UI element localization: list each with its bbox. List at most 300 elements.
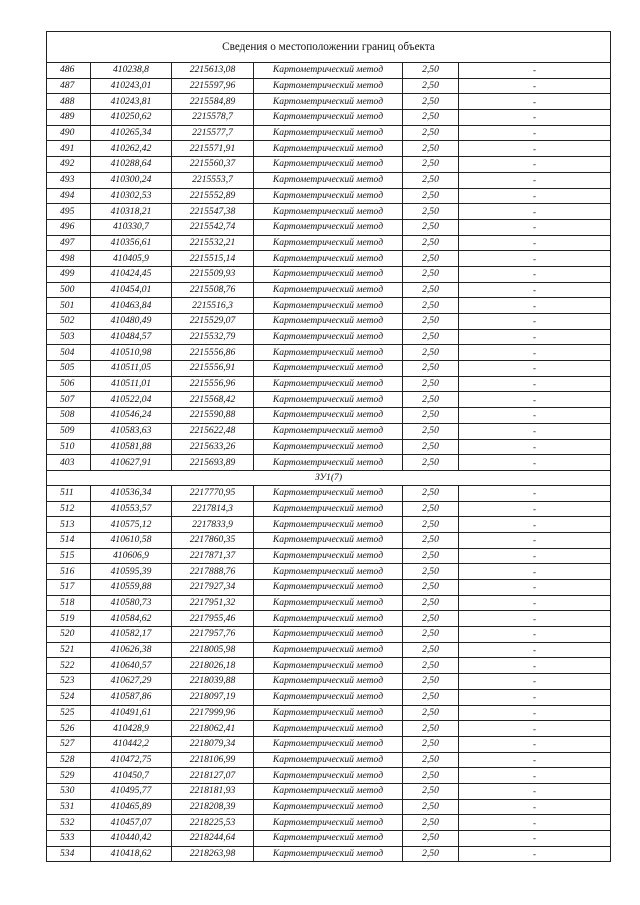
method-cell: Картометрический метод [254, 439, 403, 455]
y-coordinate-cell: 2215578,7 [172, 110, 254, 126]
y-coordinate-cell: 2215542,74 [172, 219, 254, 235]
accuracy-cell: 2,50 [403, 455, 459, 471]
table-row [47, 251, 611, 267]
description-cell: - [459, 768, 611, 784]
x-coordinate-cell: 410511,01 [91, 376, 172, 392]
accuracy-cell: 2,50 [403, 157, 459, 173]
accuracy-cell: 2,50 [403, 548, 459, 564]
x-coordinate-cell: 410581,88 [91, 439, 172, 455]
x-coordinate-cell: 410424,45 [91, 266, 172, 282]
table-row [47, 658, 611, 674]
point-number-cell: 524 [47, 689, 91, 705]
y-coordinate-cell: 2218097,19 [172, 689, 254, 705]
point-number-cell: 521 [47, 642, 91, 658]
y-coordinate-cell: 2215547,38 [172, 204, 254, 220]
description-cell: - [459, 298, 611, 314]
table-row [47, 361, 611, 377]
accuracy-cell: 2,50 [403, 611, 459, 627]
description-cell: - [459, 94, 611, 110]
point-number-cell: 533 [47, 831, 91, 847]
x-coordinate-cell: 410606,9 [91, 548, 172, 564]
y-coordinate-cell: 2215633,26 [172, 439, 254, 455]
accuracy-cell: 2,50 [403, 219, 459, 235]
point-number-cell: 527 [47, 736, 91, 752]
table-row [47, 783, 611, 799]
accuracy-cell: 2,50 [403, 392, 459, 408]
table-row [47, 485, 611, 501]
table-row [47, 266, 611, 282]
x-coordinate-cell: 410356,61 [91, 235, 172, 251]
accuracy-cell: 2,50 [403, 78, 459, 94]
accuracy-cell: 2,50 [403, 408, 459, 424]
y-coordinate-cell: 2215529,07 [172, 314, 254, 330]
accuracy-cell: 2,50 [403, 63, 459, 79]
point-number-cell: 504 [47, 345, 91, 361]
x-coordinate-cell: 410584,62 [91, 611, 172, 627]
accuracy-cell: 2,50 [403, 658, 459, 674]
accuracy-cell: 2,50 [403, 642, 459, 658]
method-cell: Картометрический метод [254, 141, 403, 157]
section-row [47, 470, 611, 485]
point-number-cell: 523 [47, 674, 91, 690]
description-cell: - [459, 736, 611, 752]
y-coordinate-cell: 2218127,07 [172, 768, 254, 784]
point-number-cell: 511 [47, 485, 91, 501]
table-row [47, 501, 611, 517]
description-cell: - [459, 376, 611, 392]
description-cell: - [459, 78, 611, 94]
description-cell: - [459, 674, 611, 690]
y-coordinate-cell: 2218208,39 [172, 799, 254, 815]
point-number-cell: 491 [47, 141, 91, 157]
accuracy-cell: 2,50 [403, 674, 459, 690]
point-number-cell: 500 [47, 282, 91, 298]
description-cell: - [459, 532, 611, 548]
method-cell: Картометрический метод [254, 94, 403, 110]
table-row [47, 63, 611, 79]
table-row [47, 642, 611, 658]
x-coordinate-cell: 410243,81 [91, 94, 172, 110]
x-coordinate-cell: 410627,29 [91, 674, 172, 690]
x-coordinate-cell: 410610,58 [91, 532, 172, 548]
method-cell: Картометрический метод [254, 282, 403, 298]
method-cell: Картометрический метод [254, 329, 403, 345]
method-cell: Картометрический метод [254, 204, 403, 220]
table-row [47, 532, 611, 548]
point-number-cell: 493 [47, 172, 91, 188]
y-coordinate-cell: 2215532,21 [172, 235, 254, 251]
method-cell: Картометрический метод [254, 580, 403, 596]
point-number-cell: 518 [47, 595, 91, 611]
accuracy-cell: 2,50 [403, 689, 459, 705]
table-row [47, 674, 611, 690]
table-row [47, 689, 611, 705]
method-cell: Картометрический метод [254, 831, 403, 847]
table-row [47, 329, 611, 345]
description-cell: - [459, 266, 611, 282]
y-coordinate-cell: 2215509,93 [172, 266, 254, 282]
description-cell: - [459, 580, 611, 596]
accuracy-cell: 2,50 [403, 721, 459, 737]
description-cell: - [459, 251, 611, 267]
method-cell: Картометрический метод [254, 376, 403, 392]
table-row [47, 564, 611, 580]
description-cell: - [459, 658, 611, 674]
method-cell: Картометрический метод [254, 799, 403, 815]
point-number-cell: 530 [47, 783, 91, 799]
method-cell: Картометрический метод [254, 251, 403, 267]
y-coordinate-cell: 2215515,14 [172, 251, 254, 267]
accuracy-cell: 2,50 [403, 235, 459, 251]
table-row [47, 595, 611, 611]
x-coordinate-cell: 410484,57 [91, 329, 172, 345]
y-coordinate-cell: 2215584,89 [172, 94, 254, 110]
method-cell: Картометрический метод [254, 564, 403, 580]
accuracy-cell: 2,50 [403, 423, 459, 439]
y-coordinate-cell: 2215553,7 [172, 172, 254, 188]
point-number-cell: 522 [47, 658, 91, 674]
x-coordinate-cell: 410536,34 [91, 485, 172, 501]
y-coordinate-cell: 2218225,53 [172, 815, 254, 831]
accuracy-cell: 2,50 [403, 345, 459, 361]
table-row [47, 125, 611, 141]
x-coordinate-cell: 410583,63 [91, 423, 172, 439]
y-coordinate-cell: 2215532,79 [172, 329, 254, 345]
table-row [47, 752, 611, 768]
accuracy-cell: 2,50 [403, 736, 459, 752]
description-cell: - [459, 361, 611, 377]
point-number-cell: 531 [47, 799, 91, 815]
method-cell: Картометрический метод [254, 689, 403, 705]
x-coordinate-cell: 410318,21 [91, 204, 172, 220]
accuracy-cell: 2,50 [403, 125, 459, 141]
table-row [47, 831, 611, 847]
accuracy-cell: 2,50 [403, 831, 459, 847]
method-cell: Картометрический метод [254, 642, 403, 658]
description-cell: - [459, 611, 611, 627]
method-cell: Картометрический метод [254, 125, 403, 141]
point-number-cell: 529 [47, 768, 91, 784]
point-number-cell: 517 [47, 580, 91, 596]
y-coordinate-cell: 2217927,34 [172, 580, 254, 596]
y-coordinate-cell: 2218079,34 [172, 736, 254, 752]
y-coordinate-cell: 2218263,98 [172, 846, 254, 862]
x-coordinate-cell: 410491,61 [91, 705, 172, 721]
y-coordinate-cell: 2215560,37 [172, 157, 254, 173]
point-number-cell: 486 [47, 63, 91, 79]
description-cell: - [459, 517, 611, 533]
point-number-cell: 487 [47, 78, 91, 94]
x-coordinate-cell: 410428,9 [91, 721, 172, 737]
accuracy-cell: 2,50 [403, 485, 459, 501]
description-cell: - [459, 548, 611, 564]
description-cell: - [459, 689, 611, 705]
method-cell: Картометрический метод [254, 768, 403, 784]
point-number-cell: 534 [47, 846, 91, 862]
method-cell: Картометрический метод [254, 157, 403, 173]
x-coordinate-cell: 410587,86 [91, 689, 172, 705]
accuracy-cell: 2,50 [403, 783, 459, 799]
y-coordinate-cell: 2215556,86 [172, 345, 254, 361]
point-number-cell: 501 [47, 298, 91, 314]
description-cell: - [459, 125, 611, 141]
table-row [47, 78, 611, 94]
accuracy-cell: 2,50 [403, 815, 459, 831]
x-coordinate-cell: 410480,49 [91, 314, 172, 330]
accuracy-cell: 2,50 [403, 110, 459, 126]
point-number-cell: 496 [47, 219, 91, 235]
description-cell: - [459, 783, 611, 799]
method-cell: Картометрический метод [254, 408, 403, 424]
x-coordinate-cell: 410300,24 [91, 172, 172, 188]
point-number-cell: 403 [47, 455, 91, 471]
accuracy-cell: 2,50 [403, 376, 459, 392]
method-cell: Картометрический метод [254, 345, 403, 361]
method-cell: Картометрический метод [254, 63, 403, 79]
y-coordinate-cell: 2215508,76 [172, 282, 254, 298]
point-number-cell: 492 [47, 157, 91, 173]
method-cell: Картометрический метод [254, 627, 403, 643]
point-number-cell: 512 [47, 501, 91, 517]
accuracy-cell: 2,50 [403, 627, 459, 643]
description-cell: - [459, 408, 611, 424]
x-coordinate-cell: 410265,34 [91, 125, 172, 141]
table-row [47, 768, 611, 784]
point-number-cell: 488 [47, 94, 91, 110]
description-cell: - [459, 846, 611, 862]
method-cell: Картометрический метод [254, 674, 403, 690]
description-cell: - [459, 815, 611, 831]
y-coordinate-cell: 2218244,64 [172, 831, 254, 847]
description-cell: - [459, 642, 611, 658]
x-coordinate-cell: 410440,42 [91, 831, 172, 847]
x-coordinate-cell: 410330,7 [91, 219, 172, 235]
description-cell: - [459, 705, 611, 721]
point-number-cell: 490 [47, 125, 91, 141]
point-number-cell: 503 [47, 329, 91, 345]
point-number-cell: 505 [47, 361, 91, 377]
x-coordinate-cell: 410511,05 [91, 361, 172, 377]
y-coordinate-cell: 2217770,95 [172, 485, 254, 501]
table-row [47, 345, 611, 361]
y-coordinate-cell: 2218181,93 [172, 783, 254, 799]
boundary-table [46, 31, 611, 862]
x-coordinate-cell: 410418,62 [91, 846, 172, 862]
x-coordinate-cell: 410457,07 [91, 815, 172, 831]
table-row [47, 188, 611, 204]
accuracy-cell: 2,50 [403, 532, 459, 548]
description-cell: - [459, 423, 611, 439]
y-coordinate-cell: 2217814,3 [172, 501, 254, 517]
y-coordinate-cell: 2217951,32 [172, 595, 254, 611]
point-number-cell: 509 [47, 423, 91, 439]
x-coordinate-cell: 410640,57 [91, 658, 172, 674]
boundary-table-sheet [46, 31, 610, 862]
x-coordinate-cell: 410454,01 [91, 282, 172, 298]
x-coordinate-cell: 410582,17 [91, 627, 172, 643]
method-cell: Картометрический метод [254, 736, 403, 752]
method-cell: Картометрический метод [254, 235, 403, 251]
table-row [47, 736, 611, 752]
x-coordinate-cell: 410472,75 [91, 752, 172, 768]
description-cell: - [459, 831, 611, 847]
x-coordinate-cell: 410288,64 [91, 157, 172, 173]
point-number-cell: 510 [47, 439, 91, 455]
x-coordinate-cell: 410510,98 [91, 345, 172, 361]
description-cell: - [459, 501, 611, 517]
method-cell: Картометрический метод [254, 455, 403, 471]
y-coordinate-cell: 2218039,88 [172, 674, 254, 690]
accuracy-cell: 2,50 [403, 329, 459, 345]
table-row [47, 314, 611, 330]
description-cell: - [459, 345, 611, 361]
table-row [47, 455, 611, 471]
y-coordinate-cell: 2215597,96 [172, 78, 254, 94]
description-cell: - [459, 188, 611, 204]
y-coordinate-cell: 2215571,91 [172, 141, 254, 157]
y-coordinate-cell: 2217888,76 [172, 564, 254, 580]
point-number-cell: 515 [47, 548, 91, 564]
description-cell: - [459, 329, 611, 345]
description-cell: - [459, 282, 611, 298]
point-number-cell: 507 [47, 392, 91, 408]
x-coordinate-cell: 410262,42 [91, 141, 172, 157]
x-coordinate-cell: 410250,62 [91, 110, 172, 126]
point-number-cell: 514 [47, 532, 91, 548]
method-cell: Картометрический метод [254, 423, 403, 439]
accuracy-cell: 2,50 [403, 595, 459, 611]
point-number-cell: 519 [47, 611, 91, 627]
description-cell: - [459, 110, 611, 126]
accuracy-cell: 2,50 [403, 141, 459, 157]
table-row [47, 141, 611, 157]
table-row [47, 376, 611, 392]
method-cell: Картометрический метод [254, 485, 403, 501]
accuracy-cell: 2,50 [403, 172, 459, 188]
table-row [47, 548, 611, 564]
table-row [47, 721, 611, 737]
method-cell: Картометрический метод [254, 110, 403, 126]
method-cell: Картометрический метод [254, 815, 403, 831]
y-coordinate-cell: 2215693,89 [172, 455, 254, 471]
y-coordinate-cell: 2215577,7 [172, 125, 254, 141]
table-row [47, 580, 611, 596]
x-coordinate-cell: 410627,91 [91, 455, 172, 471]
point-number-cell: 489 [47, 110, 91, 126]
y-coordinate-cell: 2217957,76 [172, 627, 254, 643]
description-cell: - [459, 455, 611, 471]
x-coordinate-cell: 410442,2 [91, 736, 172, 752]
description-cell: - [459, 172, 611, 188]
x-coordinate-cell: 410546,24 [91, 408, 172, 424]
y-coordinate-cell: 2217871,37 [172, 548, 254, 564]
y-coordinate-cell: 2218026,18 [172, 658, 254, 674]
y-coordinate-cell: 2217955,46 [172, 611, 254, 627]
point-number-cell: 495 [47, 204, 91, 220]
method-cell: Картометрический метод [254, 314, 403, 330]
y-coordinate-cell: 2215556,96 [172, 376, 254, 392]
accuracy-cell: 2,50 [403, 564, 459, 580]
accuracy-cell: 2,50 [403, 501, 459, 517]
y-coordinate-cell: 2218106,99 [172, 752, 254, 768]
point-number-cell: 528 [47, 752, 91, 768]
y-coordinate-cell: 2218005,98 [172, 642, 254, 658]
table-row [47, 282, 611, 298]
method-cell: Картометрический метод [254, 298, 403, 314]
point-number-cell: 498 [47, 251, 91, 267]
x-coordinate-cell: 410595,39 [91, 564, 172, 580]
accuracy-cell: 2,50 [403, 298, 459, 314]
y-coordinate-cell: 2215590,88 [172, 408, 254, 424]
point-number-cell: 506 [47, 376, 91, 392]
table-row [47, 815, 611, 831]
table-row [47, 439, 611, 455]
description-cell: - [459, 752, 611, 768]
description-cell: - [459, 392, 611, 408]
description-cell: - [459, 595, 611, 611]
y-coordinate-cell: 2215552,89 [172, 188, 254, 204]
description-cell: - [459, 219, 611, 235]
table-row [47, 172, 611, 188]
accuracy-cell: 2,50 [403, 799, 459, 815]
method-cell: Картометрический метод [254, 548, 403, 564]
method-cell: Картометрический метод [254, 219, 403, 235]
table-title-row [47, 32, 611, 63]
point-number-cell: 494 [47, 188, 91, 204]
y-coordinate-cell: 2215568,42 [172, 392, 254, 408]
method-cell: Картометрический метод [254, 392, 403, 408]
accuracy-cell: 2,50 [403, 768, 459, 784]
x-coordinate-cell: 410626,38 [91, 642, 172, 658]
accuracy-cell: 2,50 [403, 314, 459, 330]
table-body [47, 32, 611, 862]
table-row [47, 157, 611, 173]
description-cell: - [459, 721, 611, 737]
method-cell: Картометрический метод [254, 783, 403, 799]
accuracy-cell: 2,50 [403, 846, 459, 862]
point-number-cell: 532 [47, 815, 91, 831]
method-cell: Картометрический метод [254, 517, 403, 533]
section-label: ЗУ1(7) [47, 470, 611, 485]
table-row [47, 705, 611, 721]
y-coordinate-cell: 2217999,96 [172, 705, 254, 721]
y-coordinate-cell: 2215622,48 [172, 423, 254, 439]
method-cell: Картометрический метод [254, 705, 403, 721]
description-cell: - [459, 799, 611, 815]
point-number-cell: 526 [47, 721, 91, 737]
method-cell: Картометрический метод [254, 532, 403, 548]
description-cell: - [459, 141, 611, 157]
accuracy-cell: 2,50 [403, 266, 459, 282]
point-number-cell: 497 [47, 235, 91, 251]
table-row [47, 408, 611, 424]
method-cell: Картометрический метод [254, 266, 403, 282]
x-coordinate-cell: 410463,84 [91, 298, 172, 314]
y-coordinate-cell: 2218062,41 [172, 721, 254, 737]
method-cell: Картометрический метод [254, 721, 403, 737]
table-row [47, 204, 611, 220]
x-coordinate-cell: 410238,8 [91, 63, 172, 79]
accuracy-cell: 2,50 [403, 282, 459, 298]
accuracy-cell: 2,50 [403, 361, 459, 377]
table-row [47, 219, 611, 235]
y-coordinate-cell: 2215556,91 [172, 361, 254, 377]
description-cell: - [459, 235, 611, 251]
table-row [47, 298, 611, 314]
method-cell: Картометрический метод [254, 188, 403, 204]
point-number-cell: 508 [47, 408, 91, 424]
method-cell: Картометрический метод [254, 595, 403, 611]
